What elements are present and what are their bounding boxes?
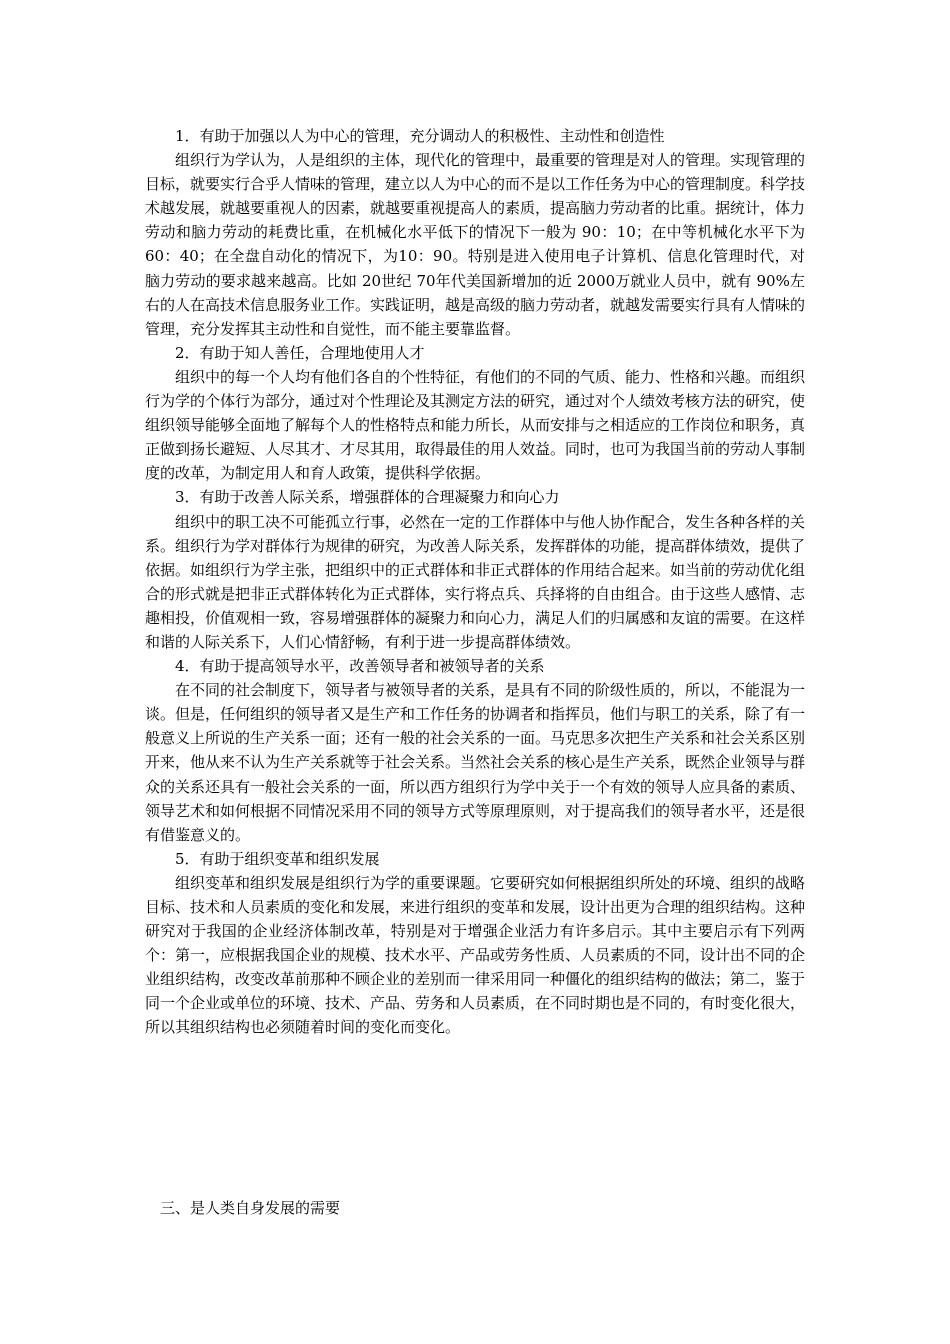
item-heading-1: 1．有助于加强以人为中心的管理，充分调动人的积极性、主动性和创造性 (175, 127, 665, 145)
section-heading: 三、是人类自身发展的需要 (160, 1199, 341, 1217)
item-heading-5: 5．有助于组织变革和组织发展 (175, 849, 380, 868)
item-paragraph-3: 组织中的职工决不可能孤立行事，必然在一定的工作群体中与他人协作配合，发生各种各样的关系。组织行为学对群体行为规律的研究，为改善人际关系，发挥群体的功能，提高群体绩效，提供了依据。如组织行为学主张，把组织中的正式群体和非正式群体的作用结合起来。如当前的劳动优化组合的形式就是把非正式群体转化为正式群体，实行将点兵、兵择将的自由组合。由于这些人感情、志趣相投，价值观相一致，容易增强群体的凝聚力和向心力，满足人们的归属感和友谊的需要。在这样和谐的人际关系下，人们心情舒畅，有利于进一步提高群体绩效。 (145, 512, 806, 651)
document-body (145, 124, 805, 1040)
item-heading-3: 3．有助于改善人际关系，增强群体的合理凝聚力和向心力 (175, 488, 560, 507)
item-paragraph-4: 在不同的社会制度下，领导者与被领导者的关系，是具有不同的阶级性质的，所以，不能混为一谈。但是，任何组织的领导者又是生产和工作任务的协调者和指挥员，他们与职工的关系，除了有一般意义上所说的生产关系一面；还有一般的社会关系的一面。马克思多次把生产关系和社会关系区别开来，他从来不认为生产关系就等于社会关系。当然社会关系的核心是生产关系，既然企业领导与群众的关系还具有一般社会关系的一面，所以西方组织行为学中关于一个有效的领导人应具备的素质、领导艺术和如何根据不同情况采用不同的领导方式等原理原则，对于提高我们的领导者水平，还是很有借鉴意义的。 (145, 681, 806, 844)
item-heading-4: 4．有助于提高领导水平，改善领导者和被领导者的关系 (175, 657, 545, 676)
item-paragraph-5: 组织变革和组织发展是组织行为学的重要课题。它要研究如何根据组织所处的环境、组织的战略目标、技术和人员素质的变化和发展，来进行组织的变革和发展，设计出更为合理的组织结构。这种研究对于我国的企业经济体制改革，特别是对于增强企业活力有许多启示。其中主要启示有下列两个：第一，应根据我国企业的规模、技术水平、产品或劳务性质、人员素质的不同，设计出不同的企业组织结构，改变改革前那种不顾企业的差别而一律采用同一种僵化的组织结构的做法；第二，鉴于同一个企业或单位的环境、技术、产品、劳务和人员素质，在不同时期也是不同的，有时变化很大，所以其组织结构也必须随着时间的变化而变化。 (145, 873, 806, 1037)
item-paragraph-2: 组织中的每一个人均有他们各自的个性特征，有他们的不同的气质、能力、性格和兴趣。而组织行为学的个体行为部分，通过对个性理论及其测定方法的研究，通过对个人绩效考核方法的研究，使组织领导能够全面地了解每个人的性格特点和能力所长，从而安排与之相适应的工作岗位和职务，真正做到扬长避短、人尽其才、才尽其用，取得最佳的用人效益。同时，也可为我国当前的劳动人事制度的改革，为制定用人和育人政策，提供科学依据。 (145, 367, 806, 483)
item-heading-2: 2．有助于知人善任，合理地使用人才 (175, 343, 425, 362)
item-paragraph-1: 组织行为学认为，人是组织的主体，现代化的管理中，最重要的管理是对人的管理。实现管理的目标，就要实行合乎人情味的管理，建立以人为中心的而不是以工作任务为中心的管理制度。科学技术越发展，就越要重视人的因素，就越要重视提高人的素质，提高脑力劳动者的比重。据统计，体力劳动和脑力劳动的耗费比重，在机械化水平低下的情况下一般为 90：10；在中等机械化水平下为 60：40；在全盘自动化的情况下，为10：90。特别是进入使用电子计算机、信息化管理时代，对脑力劳动的要求越来越高。比如 20世纪 70年代美国新增加的近 2000万就业人员中，就有 90%左右的人在高技术信息服务业工作。实践证明，越是高级的脑力劳动者，就越发需要实行具有人情味的管理，充分发挥其主动性和自觉性，而不能主要靠监督。 (145, 151, 806, 338)
